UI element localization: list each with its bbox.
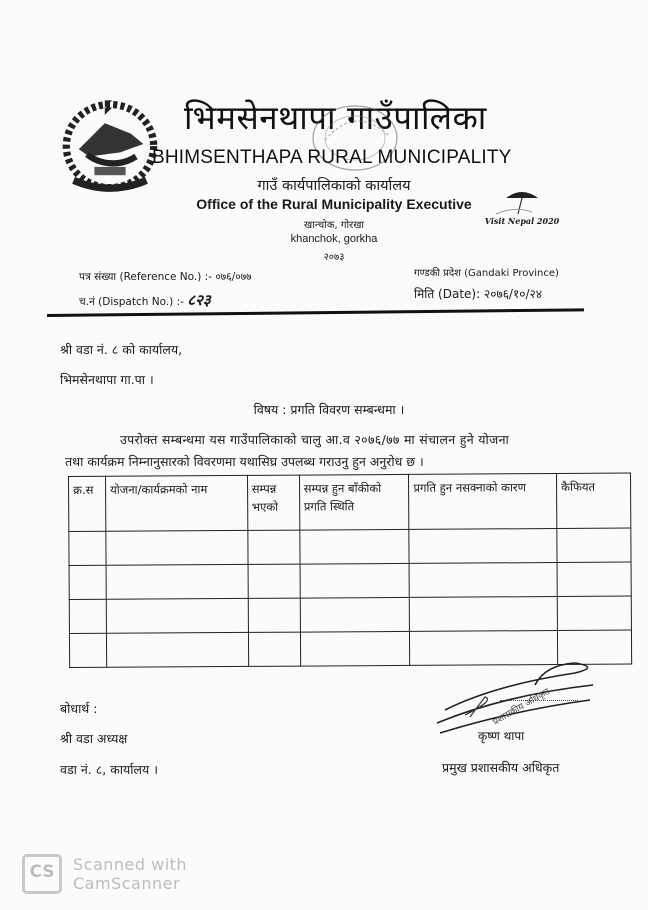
dispatch-value: ८२३: [187, 291, 211, 309]
table-cell: [410, 597, 558, 632]
cc-line-1: श्री वडा अध्यक्ष: [60, 731, 128, 746]
table-cell: [409, 529, 557, 564]
table-cell: [557, 528, 631, 562]
header-remaining-progress: सम्पन्न हुन बाँकीको प्रगति स्थिति: [299, 474, 409, 530]
header-program-name: योजना/कार्यक्रमको नाम: [105, 475, 247, 531]
municipality-name-english: BHIMSENTHAPA RURAL MUNICIPALITY: [152, 147, 512, 168]
reference-number-row: [79, 270, 252, 284]
municipality-name-nepali: भिमसेनथापा गाउँपालिका: [184, 98, 487, 137]
table-cell: [409, 563, 557, 598]
table-header-row: [69, 473, 631, 531]
camscanner-logo-icon: CS: [22, 854, 62, 894]
table-cell: [69, 531, 106, 565]
table-row: [69, 596, 631, 633]
header-serial: क्र.स: [69, 476, 106, 531]
date-label: मिति (Date):: [414, 287, 481, 301]
watermark-line-1: Scanned with: [73, 855, 188, 874]
addressee-line-2: भिमसेनथापा गा.पा ।: [60, 372, 154, 387]
dispatch-number-row: [79, 290, 211, 310]
table-cell: [248, 632, 300, 666]
body-paragraph-line-2: तथा कार्यक्रम निम्नानुसारको विवरणमा यथासिघ्र उपलब्ध गराउनु हुन अनुरोध छ ।: [65, 454, 424, 469]
visit-nepal-text: Visit Nepal 2020: [484, 216, 560, 226]
reference-value: ०७६/०७७: [215, 271, 252, 283]
table-cell: [106, 564, 248, 599]
progress-table: [68, 473, 632, 668]
table-cell: [248, 598, 300, 632]
cc-line-2: वडा नं. ८, कार्यालय ।: [60, 762, 158, 777]
address-english: khanchok, gorkha: [290, 233, 378, 245]
table-cell: [69, 633, 106, 667]
signatory-title: प्रमुख प्रशासकीय अधिकृत: [442, 760, 560, 775]
watermark-line-2: CamScanner: [73, 874, 181, 893]
address-nepali: खान्चोक, गोरखा: [303, 220, 364, 231]
table-cell: [106, 632, 248, 667]
table-cell: [106, 598, 248, 633]
table-cell: [69, 599, 106, 633]
date-value: २०७६/१०/२४: [483, 287, 542, 301]
date-row: [414, 285, 542, 302]
table-cell: [299, 529, 409, 564]
visit-nepal-logo: [484, 186, 560, 236]
table-cell: [557, 596, 631, 630]
table-cell: [248, 530, 300, 564]
table-cell: [106, 530, 248, 565]
office-name-english: Office of the Rural Municipality Executive: [196, 196, 472, 212]
reference-label: पत्र संख्या (Reference No.) :-: [79, 271, 212, 283]
body-paragraph-line-1: उपरोक्त सम्बन्धमा यस गाउँपालिकाको चालु आ.व २०७६/७७ मा संचालन हुने योजना: [120, 432, 510, 447]
dispatch-label: च.नं (Dispatch No.) :-: [79, 296, 184, 308]
table-cell: [300, 631, 410, 666]
table-cell: [248, 564, 300, 598]
header-reason: प्रगति हुन नसक्नाको कारण: [409, 474, 557, 530]
header-remarks: कैफियत: [557, 473, 631, 528]
province-label: गण्डकी प्रदेश (Gandaki Province): [414, 268, 559, 279]
signatory-name: कृष्ण थापा: [478, 729, 525, 743]
table-cell: [557, 562, 631, 596]
table-cell: [69, 565, 106, 599]
cc-label: बोधार्थ :: [60, 701, 98, 716]
table-cell: [300, 597, 410, 632]
table-cell: [300, 563, 410, 598]
umbrella-icon: [484, 186, 560, 216]
table-row: [69, 562, 631, 599]
office-name-nepali: गाउँ कार्यपालिकाको कार्यालय: [257, 178, 411, 194]
established-year: २०७३: [323, 252, 345, 263]
table-row: [69, 528, 631, 565]
header-completed: सम्पन्न भएको: [247, 475, 299, 530]
camscanner-watermark: [73, 855, 187, 893]
subject-line: विषय : प्रगति विवरण सम्बन्धमा ।: [253, 402, 405, 417]
svg-text:प्रशासकीय अधिकृत: प्रशासकीय अधिकृत: [491, 687, 552, 728]
addressee-line-1: श्री वडा नं. ८ को कार्यालय,: [60, 342, 183, 357]
